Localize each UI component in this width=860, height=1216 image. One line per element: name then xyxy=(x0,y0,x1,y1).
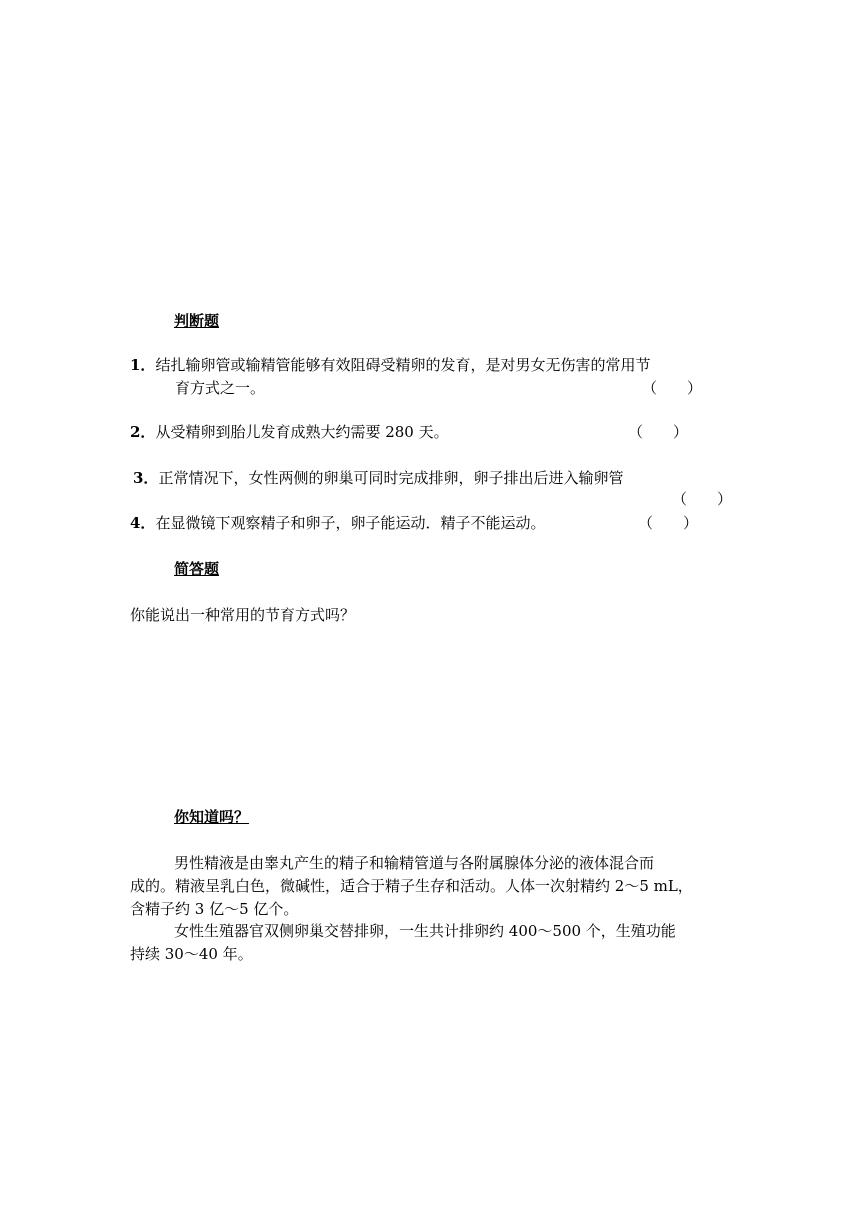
section-title-short-answer: 简答题 xyxy=(174,560,220,578)
question-2 xyxy=(130,421,449,442)
question-1-continuation: 育方式之一。 xyxy=(175,379,266,397)
question-text: 正常情况下，女性两侧的卵巢可同时完成排卵，卵子排出后进入输卵管 xyxy=(158,469,624,487)
paragraph-1-line-2: 成的。精液呈乳白色，微碱性，适合于精子生存和活动。人体一次射精约 2～5 mL， xyxy=(130,877,693,895)
answer-blank-4[interactable]: （ ） xyxy=(638,514,699,532)
paragraph-2-line-2: 持续 30～40 年。 xyxy=(130,945,253,963)
paragraph-1-line-1: 男性精液是由睾丸产生的精子和输精管道与各附属腺体分泌的液体混合而 xyxy=(174,854,655,872)
question-number: 2． xyxy=(130,423,156,441)
short-answer-question: 你能说出一种常用的节育方式吗？ xyxy=(130,606,356,624)
question-text: 从受精卵到胎儿发育成熟大约需要 280 天。 xyxy=(155,423,449,441)
paragraph-1-line-3: 含精子约 3 亿～5 亿个。 xyxy=(130,900,299,918)
question-number: 1． xyxy=(130,356,156,374)
question-3 xyxy=(133,467,623,488)
question-text: 在显微镜下观察精子和卵子，卵子能运动．精子不能运动。 xyxy=(155,514,546,532)
paragraph-2-line-1: 女性生殖器官双侧卵巢交替排卵，一生共计排卵约 400～500 个，生殖功能 xyxy=(174,922,676,940)
question-4 xyxy=(130,512,545,533)
answer-blank-3[interactable]: （ ） xyxy=(672,490,733,508)
section-title-did-you-know: 你知道吗？ xyxy=(174,808,250,826)
question-text: 结扎输卵管或输精管能够有效阻碍受精卵的发育，是对男女无伤害的常用节 xyxy=(155,356,651,374)
question-number: 3． xyxy=(133,469,159,487)
answer-blank-1[interactable]: （ ） xyxy=(642,379,703,397)
question-number: 4． xyxy=(130,514,156,532)
answer-blank-2[interactable]: （ ） xyxy=(628,423,689,441)
section-title-judgement: 判断题 xyxy=(174,312,220,330)
question-1 xyxy=(130,354,650,375)
